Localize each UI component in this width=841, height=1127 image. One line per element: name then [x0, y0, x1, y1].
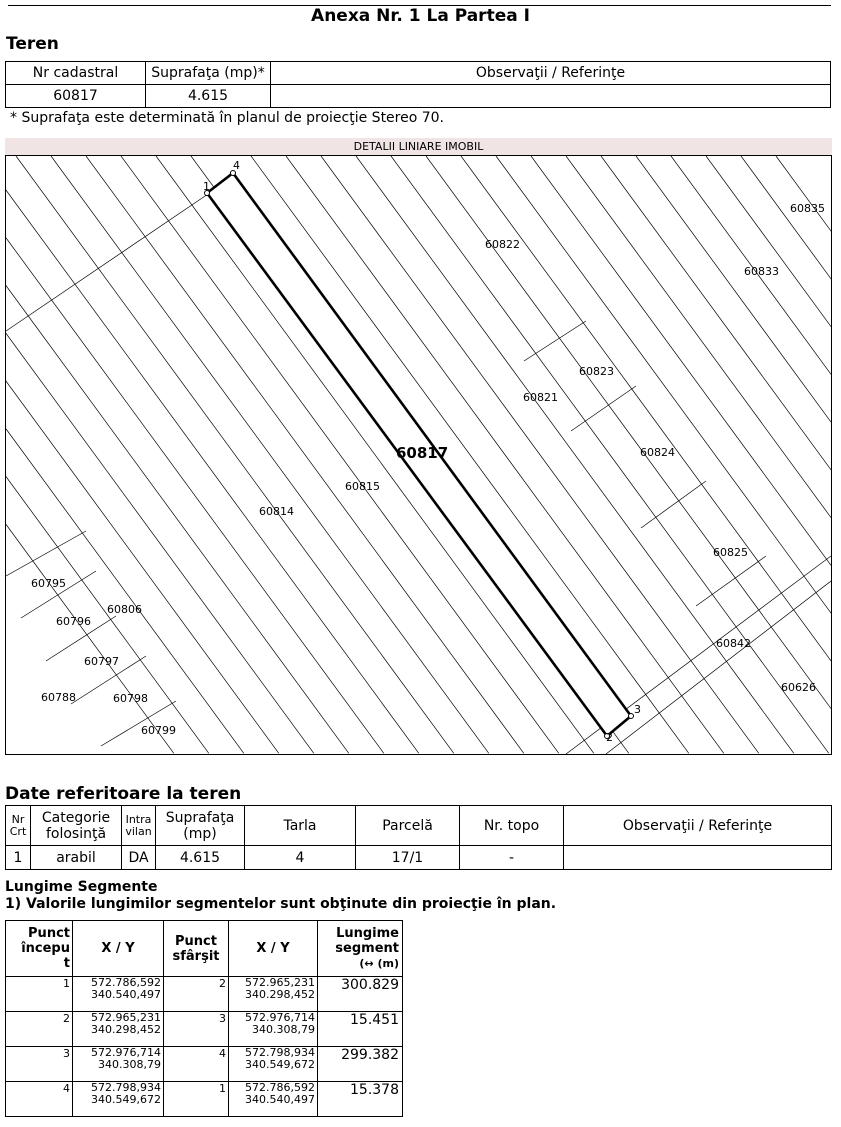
segment-row [6, 1082, 403, 1117]
cell-start: 2 [6, 1012, 73, 1047]
parcel-label: 60795 [31, 577, 66, 590]
segments-header-row [6, 921, 403, 977]
end-y: 340.549,672 [245, 1058, 315, 1071]
vertex-label-2: 2 [606, 731, 613, 744]
col-nr-crt [6, 806, 31, 846]
cell-end-xy [229, 1047, 318, 1082]
col-categorie-line1: Categorie [41, 809, 111, 826]
parcel-label: 60842 [716, 637, 751, 650]
parcel-label: 60806 [107, 603, 142, 616]
cell-parcela: 17/1 [356, 846, 460, 870]
col-start-line3: t [63, 956, 70, 971]
end-x: 572.976,714 [245, 1011, 315, 1024]
cell-start: 1 [6, 977, 73, 1012]
start-x: 572.798,934 [91, 1081, 161, 1094]
parcel-label: 60796 [56, 615, 91, 628]
segments-table [5, 920, 403, 1117]
col-intravilan [122, 806, 156, 846]
col-tarla: Tarla [245, 806, 356, 846]
parcel-boundary-line [776, 156, 831, 753]
map-header: DETALII LINIARE IMOBIL [5, 138, 832, 155]
cell-start-xy [73, 1012, 164, 1047]
col-punct-inceput [6, 921, 73, 977]
cell-end-xy [229, 1012, 318, 1047]
date-header-row [6, 806, 832, 846]
parcel-boundary-line [6, 192, 211, 331]
cell-end: 1 [164, 1082, 229, 1117]
parcel-boundary-line [6, 156, 384, 753]
parcel-label: 60822 [485, 238, 520, 251]
col-lungime-segment [318, 921, 403, 977]
parcel-label: 60821 [523, 391, 558, 404]
col-observatii: Observaţii / Referinţe [271, 62, 831, 85]
cell-length: 300.829 [318, 977, 403, 1012]
cell-tarla: 4 [245, 846, 356, 870]
parcel-label: 60798 [113, 692, 148, 705]
col-nr-line2: Crt [9, 824, 27, 838]
parcel-label: 60797 [84, 655, 119, 668]
map-svg [6, 156, 831, 754]
parcel-boundary-line [706, 156, 831, 753]
parcel-boundary-line [571, 386, 636, 431]
cell-end: 4 [164, 1047, 229, 1082]
cell-end-xy [229, 977, 318, 1012]
parcel-boundary-line [601, 156, 831, 753]
cell-end-xy [229, 1082, 318, 1117]
start-x: 572.976,714 [91, 1046, 161, 1059]
cell-start-xy [73, 1047, 164, 1082]
parcel-label: 60626 [781, 681, 816, 694]
start-y: 340.549,672 [91, 1093, 161, 1106]
start-x: 572.786,592 [91, 976, 161, 989]
end-x: 572.798,934 [245, 1046, 315, 1059]
col-nr-topo: Nr. topo [460, 806, 564, 846]
col-suprafata-line2: (mp) [183, 825, 217, 842]
cadastral-map [5, 155, 832, 755]
parcel-boundary-line [321, 156, 759, 753]
vertex-label-3: 3 [634, 703, 641, 716]
col-suprafata: Suprafaţa (mp)* [146, 62, 271, 85]
end-y: 340.540,497 [245, 1093, 315, 1106]
segment-row [6, 977, 403, 1012]
parcel-label: 60825 [713, 546, 748, 559]
col-punct-sfarsit [164, 921, 229, 977]
parcel-boundary-line [6, 156, 349, 753]
date-table [5, 805, 832, 870]
col-end-line2: sfârşit [172, 948, 220, 964]
parcel-boundary-line [16, 156, 454, 753]
col-nr-cadastral: Nr cadastral [6, 62, 146, 85]
parcel-boundary-line [6, 156, 244, 753]
cell-start: 4 [6, 1082, 73, 1117]
cell-end: 3 [164, 1012, 229, 1047]
parcel-label: 60824 [640, 446, 675, 459]
start-x: 572.965,231 [91, 1011, 161, 1024]
col-suprafata-line1: Suprafaţa [165, 809, 235, 826]
cell-start-xy [73, 1082, 164, 1117]
col-length-line1: Lungime [336, 926, 399, 941]
parcel-label: 60815 [345, 480, 380, 493]
parcel-boundary-line [86, 156, 524, 753]
cell-categorie: arabil [31, 846, 122, 870]
parcel-boundary-line [566, 156, 831, 753]
cell-nr-topo: - [460, 846, 564, 870]
parcel-boundary-line [641, 481, 706, 528]
parcel-label: 60823 [579, 365, 614, 378]
cell-observatii [564, 846, 832, 870]
teren-heading: Teren [6, 34, 59, 54]
vertex-label-1: 1 [203, 180, 210, 193]
cell-length: 15.378 [318, 1082, 403, 1117]
parcel-boundary-line [6, 156, 419, 753]
start-y: 340.298,452 [91, 1023, 161, 1036]
teren-header-row [6, 62, 831, 85]
segments-heading [5, 879, 556, 913]
cell-end: 2 [164, 977, 229, 1012]
col-xy-end: X / Y [229, 921, 318, 977]
teren-row [6, 85, 831, 108]
parcel-boundary-line [696, 556, 766, 606]
parcel-boundary-line [391, 156, 829, 753]
end-x: 572.965,231 [245, 976, 315, 989]
cell-nr-cadastral: 60817 [6, 85, 146, 108]
end-x: 572.786,592 [245, 1081, 315, 1094]
date-heading: Date referitoare la teren [5, 784, 242, 804]
main-parcel-label: 60817 [396, 444, 449, 462]
col-end-line1: Punct [175, 933, 217, 949]
col-nr-line1: Nr [11, 812, 25, 826]
col-suprafata [156, 806, 245, 846]
cell-length: 299.382 [318, 1047, 403, 1082]
parcel-boundary-line [251, 156, 689, 753]
col-start-line1: Punct [28, 926, 70, 941]
col-categorie-line2: folosinţă [45, 825, 107, 842]
cell-suprafata: 4.615 [156, 846, 245, 870]
col-intra-line1: Intra [125, 812, 152, 826]
parcel-label: 60835 [790, 202, 825, 215]
cell-suprafata: 4.615 [146, 85, 271, 108]
cell-intravilan: DA [122, 846, 156, 870]
col-observatii: Observaţii / Referinţe [564, 806, 832, 846]
parcel-label: 60833 [744, 265, 779, 278]
col-length-line2: segment [335, 941, 399, 956]
col-categorie [31, 806, 122, 846]
end-y: 340.308,79 [252, 1023, 315, 1036]
col-length-line3: (↔ (m) [359, 957, 399, 970]
parcel-boundary-line [606, 581, 831, 754]
col-xy-start: X / Y [73, 921, 164, 977]
parcel-label: 60814 [259, 505, 294, 518]
parcel-boundary-line [524, 321, 586, 361]
parcel-label: 60788 [41, 691, 76, 704]
parcel-label: 60799 [141, 724, 176, 737]
teren-table [5, 61, 831, 108]
segments-note: 1) Valorile lungimilor segmentelor sunt obţinute din proiecţie în plan. [5, 896, 557, 912]
cell-start: 3 [6, 1047, 73, 1082]
parcel-boundary-line [741, 156, 831, 753]
page-title: Anexa Nr. 1 La Partea I [311, 6, 530, 26]
segments-title: Lungime Segmente [5, 879, 158, 895]
cell-nr: 1 [6, 846, 31, 870]
start-y: 340.540,497 [91, 988, 161, 1001]
segment-row [6, 1047, 403, 1082]
surface-note: * Suprafaţa este determinată în planul de proiecţie Stereo 70. [10, 110, 445, 126]
col-parcela: Parcelă [356, 806, 460, 846]
cell-observatii [271, 85, 831, 108]
date-row [6, 846, 832, 870]
vertex-3-marker [629, 714, 634, 719]
cell-start-xy [73, 977, 164, 1012]
col-intra-line2: vilan [125, 824, 152, 838]
end-y: 340.298,452 [245, 988, 315, 1001]
cell-length: 15.451 [318, 1012, 403, 1047]
col-start-line2: începu [21, 941, 70, 956]
parcel-boundary-line [156, 156, 594, 753]
start-y: 340.308,79 [98, 1058, 161, 1071]
segment-row [6, 1012, 403, 1047]
vertex-label-4: 4 [233, 159, 240, 172]
